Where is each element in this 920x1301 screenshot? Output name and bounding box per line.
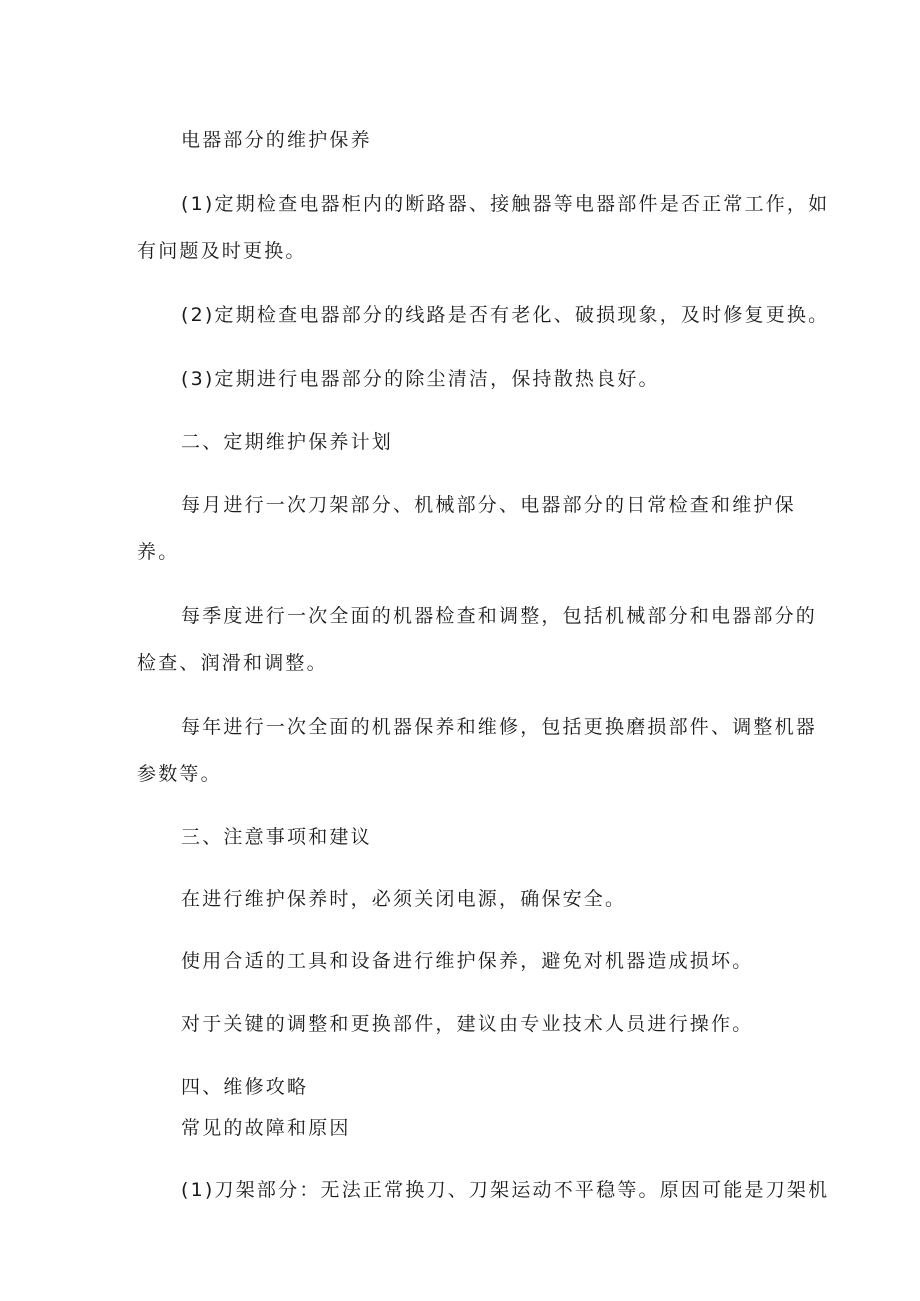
paragraph-quarterly-line-1: 每季度进行一次全面的机器检查和调整，包括机械部分和电器部分的	[181, 605, 818, 627]
paragraph-monthly-line-1: 每月进行一次刀架部分、机械部分、电器部分的日常检查和维护保	[181, 494, 796, 516]
paragraph-electrical-item-2: (2)定期检查电器部分的线路是否有老化、破损现象，及时修复更换。	[181, 304, 830, 326]
paragraph-fault-tool-holder: (1)刀架部分：无法正常换刀、刀架运动不平稳等。原因可能是刀架机	[181, 1179, 830, 1201]
paragraph-yearly-line-2: 参数等。	[137, 763, 222, 785]
paragraph-monthly-line-2: 养。	[137, 541, 180, 563]
paragraph-yearly-line-1: 每年进行一次全面的机器保养和维修，包括更换磨损部件、调整机器	[181, 716, 818, 738]
paragraph-electrical-item-1-line-1: (1)定期检查电器柜内的断路器、接触器等电器部件是否正常工作，如	[181, 193, 830, 215]
paragraph-note-tools: 使用合适的工具和设备进行维护保养，避免对机器造成损坏。	[181, 950, 754, 972]
section-heading-electrical-maintenance: 电器部分的维护保养	[181, 129, 372, 151]
paragraph-electrical-item-1-line-2: 有问题及时更换。	[137, 240, 307, 262]
paragraph-note-professionals: 对于关键的调整和更换部件，建议由专业技术人员进行操作。	[181, 1013, 754, 1035]
subheading-common-faults: 常见的故障和原因	[181, 1117, 351, 1139]
section-heading-repair-guide: 四、维修攻略	[181, 1076, 309, 1098]
paragraph-quarterly-line-2: 检查、润滑和调整。	[137, 652, 328, 674]
paragraph-note-power-off: 在进行维护保养时，必须关闭电源，确保安全。	[181, 888, 627, 910]
section-heading-notes: 三、注意事项和建议	[181, 826, 372, 848]
paragraph-electrical-item-3: (3)定期进行电器部分的除尘清洁，保持散热良好。	[181, 368, 660, 390]
section-heading-maintenance-plan: 二、定期维护保养计划	[181, 431, 394, 453]
